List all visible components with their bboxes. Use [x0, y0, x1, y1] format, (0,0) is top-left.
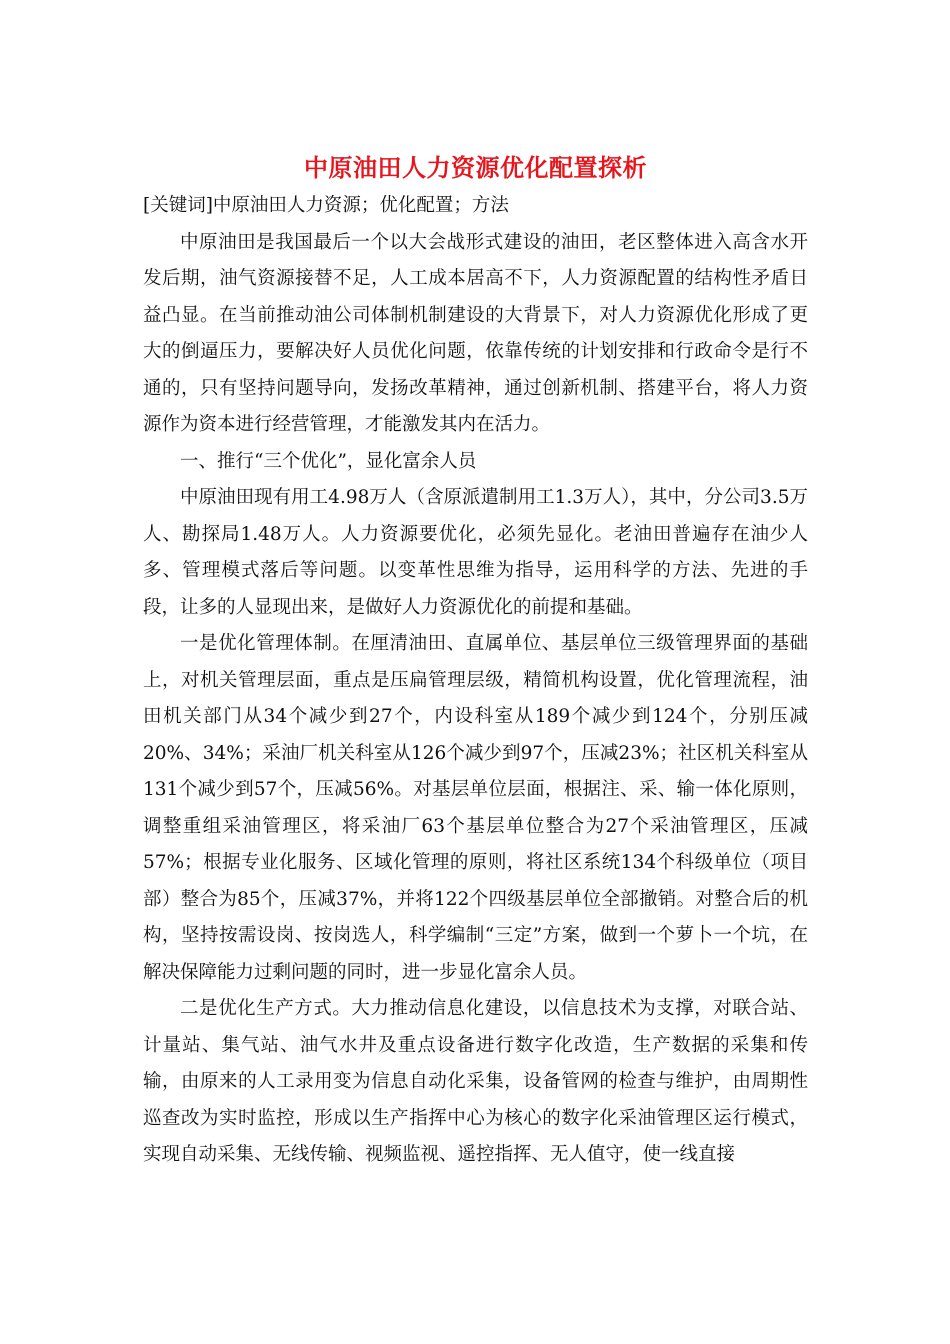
paragraph-workforce: 中原油田现有用工4.98万人（含原派遣制用工1.3万人），其中，分公司3.5万人、勘探局1.48万人。人力资源要优化，必须先显化。老油田普遍存在油少人多、管理模式落后等问题。以变革性思维为指导，运用科学的方法、先进的手段，让多的人显现出来，是做好人力资源优化的前提和基础。 — [143, 487, 808, 618]
document-title: 中原油田人力资源优化配置探析 — [304, 154, 647, 182]
paragraph-intro: 中原油田是我国最后一个以大会战形式建设的油田，老区整体进入高含水开发后期，油气资源接替不足，人工成本居高不下，人力资源配置的结构性矛盾日益凸显。在当前推动油公司体制机制建设的大背景下，对人力资源优化形成了更大的倒逼压力，要解决好人员优化问题，依靠传统的计划安排和行政命令是行不通的，只有坚持问题导向，发扬改革精神，通过创新机制、搭建平台，将人力资源作为资本进行经营管理，才能激发其内在活力。 — [143, 231, 808, 435]
keywords-line: [关键词]中原油田人力资源；优化配置；方法 — [143, 195, 509, 216]
document-body — [143, 150, 808, 1174]
section-heading-1: 一、推行“三个优化”，显化富余人员 — [180, 450, 477, 472]
paragraph-management: 一是优化管理体制。在厘清油田、直属单位、基层单位三级管理界面的基础上，对机关管理层面，重点是压扁管理层级，精简机构设置，优化管理流程，油田机关部门从34个减少到27个，内设科室从189个减少到124个，分别压减20%、34%；采油厂机关科室从126个减少到97个，压减23%；社区机关科室从131个减少到57个，压减56%。对基层单位层面，根据注、采、输一体化原则，调整重组采油管理区，将采油厂63个基层单位整合为27个采油管理区，压减57%；根据专业化服务、区域化管理的原则，将社区系统134个科级单位（项目部）整合为85个，压减37%，并将122个四级基层单位全部撤销。对整合后的机构，坚持按需设岗、按岗选人，科学编制“三定”方案，做到一个萝卜一个坑，在解决保障能力过剩问题的同时，进一步显化富余人员。 — [143, 633, 808, 983]
paragraph-production: 二是优化生产方式。大力推动信息化建设，以信息技术为支撑，对联合站、计量站、集气站、油气水井及重点设备进行数字化改造，生产数据的采集和传输，由原来的人工录用变为信息自动化采集，设备管网的检查与维护，由周期性巡查改为实时监控，形成以生产指挥中心为核心的数字化采油管理区运行模式，实现自动采集、无线传输、视频监视、遥控指挥、无人值守，使一线直接 — [143, 998, 808, 1165]
